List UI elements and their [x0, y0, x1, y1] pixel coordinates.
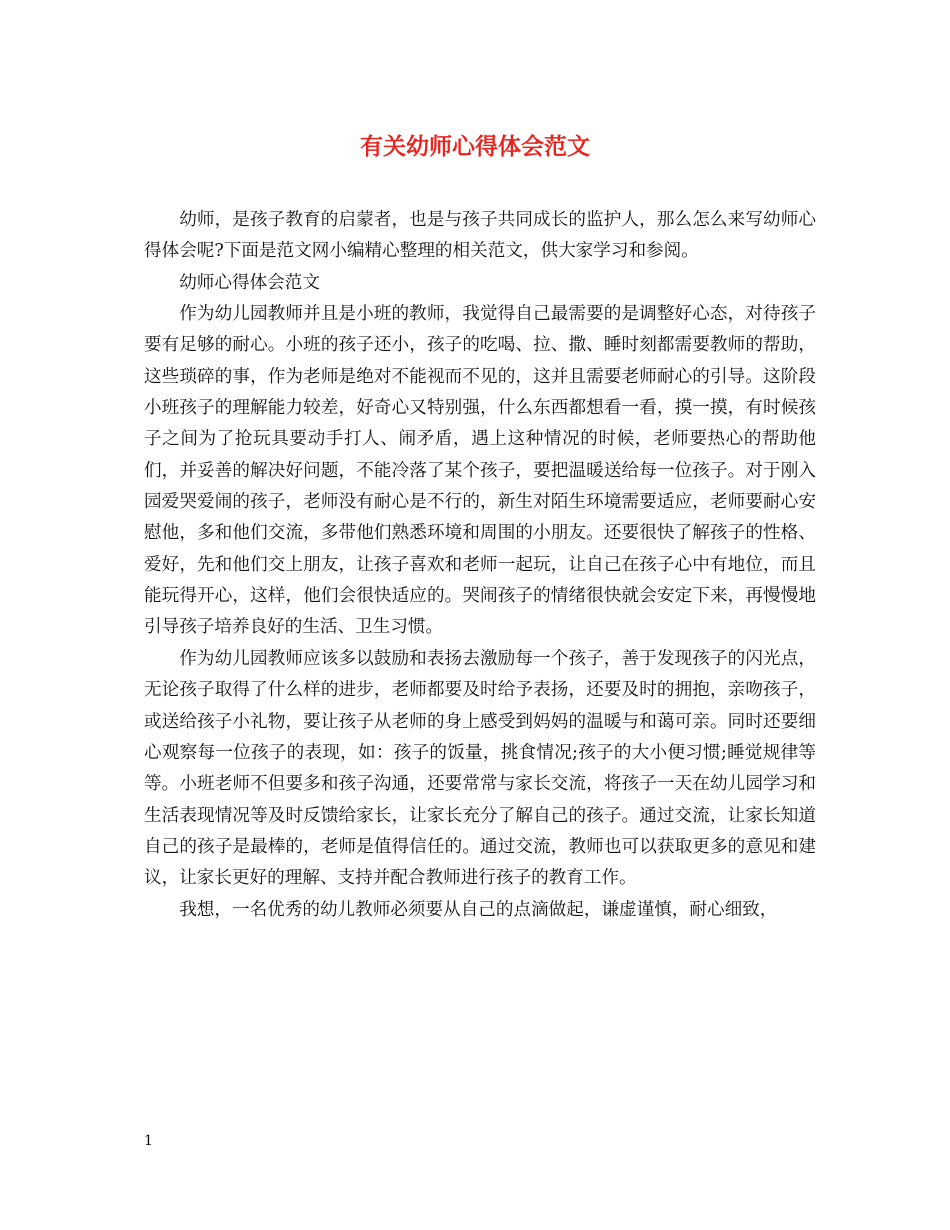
intro-paragraph: 幼师，是孩子教育的启蒙者，也是与孩子共同成长的监护人，那么怎么来写幼师心得体会呢?下面是范文网小编精心整理的相关范文，供大家学习和参阅。 [144, 210, 816, 262]
document-title: 有关幼师心得体会范文 [360, 133, 590, 160]
document-body [144, 205, 816, 926]
body-paragraph-1: 作为幼儿园教师并且是小班的教师，我觉得自己最需要的是调整好心态，对待孩子要有足够的耐心。小班的孩子还小，孩子的吃喝、拉、撒、睡时刻都需要教师的帮助，这些琐碎的事，作为老师是绝对不能视而不见的，这并且需要老师耐心的引导。这阶段小班孩子的理解能力较差，好奇心又特别强，什么东西都想看一看，摸一摸，有时候孩子之间为了抢玩具要动手打人、闹矛盾，遇上这种情况的时候，老师要热心的帮助他们，并妥善的解决好问题，不能冷落了某个孩子，要把温暖送给每一位孩子。对于刚入园爱哭爱闹的孩子，老师没有耐心是不行的，新生对陌生环境需要适应，老师要耐心安慰他，多和他们交流，多带他们熟悉环境和周围的小朋友。还要很快了解孩子的性格、爱好，先和他们交上朋友，让孩子喜欢和老师一起玩，让自己在孩子心中有地位，而且能玩得开心，这样，他们会很快适应的。哭闹孩子的情绪很快就会安定下来，再慢慢地引导孩子培养良好的生活、卫生习惯。 [144, 304, 816, 638]
body-paragraph-3: 我想，一名优秀的幼儿教师必须要从自己的点滴做起，谦虚谨慎，耐心细致， [179, 899, 778, 920]
page-number: 1 [144, 1133, 153, 1149]
body-paragraph-2: 作为幼儿园教师应该多以鼓励和表扬去激励每一个孩子，善于发现孩子的闪光点，无论孩子取得了什么样的进步，老师都要及时给予表扬，还要及时的拥抱，亲吻孩子，或送给孩子小礼物，要让孩子从老师的身上感受到妈妈的温暖与和蔼可亲。同时还要细心观察每一位孩子的表现，如：孩子的饭量，挑食情况;孩子的大小便习惯;睡觉规律等等。小班老师不但要多和孩子沟通，还要常常与家长交流，将孩子一天在幼儿园学习和生活表现情况等及时反馈给家长，让家长充分了解自己的孩子。通过交流，让家长知道自己的孩子是最棒的，老师是值得信任的。通过交流，教师也可以获取更多的意见和建议，让家长更好的理解、支持并配合教师进行孩子的教育工作。 [144, 648, 816, 889]
section-heading: 幼师心得体会范文 [179, 272, 320, 293]
